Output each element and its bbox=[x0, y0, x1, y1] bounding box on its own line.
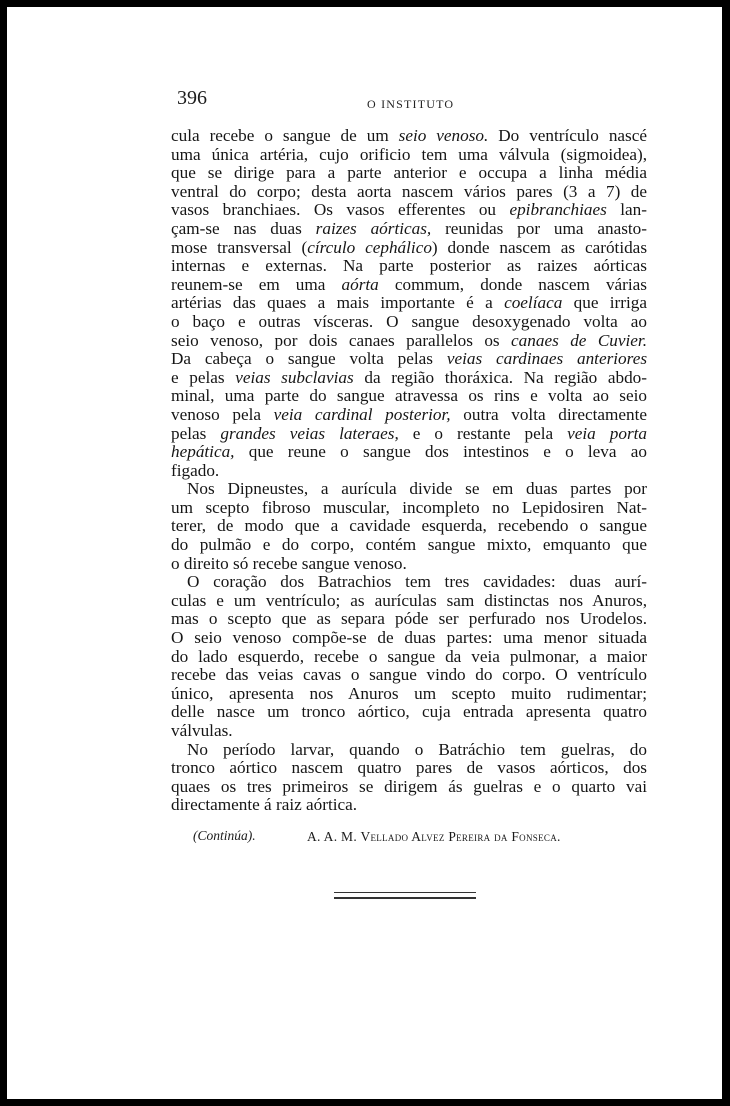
text-line: mas o scepto que as separa póde ser perfurado nos Urodelos. bbox=[171, 609, 647, 629]
book-page bbox=[7, 7, 722, 1099]
text-line: reunem-se em uma aórta commum, donde nascem várias bbox=[171, 274, 647, 294]
text-line: delle nasce um tronco aórtico, cuja entrada apresenta quatro bbox=[171, 702, 647, 722]
text-line: No período larvar, quando o Batráchio tem guelras, do bbox=[187, 739, 647, 759]
text-line: O seio venoso compõe-se de duas partes: uma menor situada bbox=[171, 628, 647, 648]
text-line: tronco aórtico nascem quatro pares de vasos aórticos, dos bbox=[171, 758, 647, 778]
text-line: que se dirige para a parte anterior e occupa a linha média bbox=[171, 163, 647, 183]
text-line: pelas grandes veias lateraes, e o restante pela veia porta bbox=[171, 423, 648, 443]
text-line: çam-se nas duas raizes aórticas, reunidas por uma anasto- bbox=[171, 218, 647, 238]
text-line: e pelas veias subclavias da região thoráxica. Na região abdo- bbox=[171, 367, 647, 387]
text-line: recebe das veias cavas o sangue vindo do corpo. O ventrículo bbox=[171, 665, 647, 685]
text-line: válvulas. bbox=[171, 721, 233, 740]
text-line: do lado esquerdo, recebe o sangue da veia pulmonar, a maior bbox=[171, 646, 647, 666]
continua-note: (Continúa). bbox=[193, 828, 256, 843]
page-number: 396 bbox=[177, 87, 207, 109]
text-line: cula recebe o sangue de um seio venoso. Do ventrículo nascé bbox=[171, 126, 647, 145]
text-line: único, apresenta nos Anuros um scepto muito rudimentar; bbox=[171, 683, 647, 703]
text-line: quaes os tres primeiros se dirigem ás guelras e o quarto vai bbox=[171, 776, 647, 796]
text-line: ventral do corpo; desta aorta nascem vários pares (3 a 7) de bbox=[171, 181, 647, 201]
text-line: culas e um ventrículo; as aurículas sam distinctas nos Anuros, bbox=[171, 590, 647, 610]
text-line: Nos Dipneustes, a aurícula divide se em duas partes por bbox=[187, 479, 647, 499]
body-text bbox=[171, 127, 647, 815]
text-line: figado. bbox=[171, 460, 220, 480]
text-line: internas e externas. Na parte posterior as raizes aórticas bbox=[171, 256, 647, 276]
text-line: artérias das quaes a mais importante é a coelíaca que irriga bbox=[171, 293, 647, 313]
text-line: seio venoso, por dois canaes parallelos os canaes de Cuvier. bbox=[171, 330, 647, 350]
text-line: vasos branchiaes. Os vasos efferentes ou epibranchiaes lan- bbox=[171, 200, 647, 220]
text-line: directamente á raiz aórtica. bbox=[171, 795, 358, 815]
text-line: hepática, que reune o sangue dos intestinos e o leva ao bbox=[171, 442, 647, 462]
text-line: Da cabeça o sangue volta pelas veias cardinaes anteriores bbox=[171, 349, 648, 369]
text-line: uma única artéria, cujo orificio tem uma válvula (sigmoidea), bbox=[171, 144, 647, 164]
closing-rule-thin bbox=[334, 892, 476, 893]
text-line: o baço e outras vísceras. O sangue desoxygenado volta ao bbox=[171, 311, 647, 331]
closing-rule-thick bbox=[334, 897, 476, 899]
text-line: do pulmão e do corpo, contém sangue mixto, emquanto que bbox=[171, 535, 647, 555]
text-line: venoso pela veia cardinal posterior, outra volta directamente bbox=[171, 404, 648, 424]
author-signature: A. A. M. Vellado Alvez Pereira da Fonseca. bbox=[307, 829, 561, 844]
signature-line bbox=[193, 828, 623, 844]
text-line: um scepto fibroso muscular, incompleto no Lepidosiren Nat- bbox=[171, 497, 647, 517]
text-line: o direito só recebe sangue venoso. bbox=[171, 553, 407, 573]
text-line: O coração dos Batrachios tem tres cavidades: duas aurí- bbox=[187, 572, 647, 592]
text-line: minal, uma parte do sangue atravessa os rins e volta ao seio bbox=[171, 386, 647, 406]
running-title: O INSTITUTO bbox=[367, 97, 455, 111]
text-line: mose transversal (círculo cephálico) donde nascem as carótidas bbox=[171, 237, 648, 257]
text-line: terer, de modo que a cavidade esquerda, recebendo o sangue bbox=[171, 516, 647, 536]
